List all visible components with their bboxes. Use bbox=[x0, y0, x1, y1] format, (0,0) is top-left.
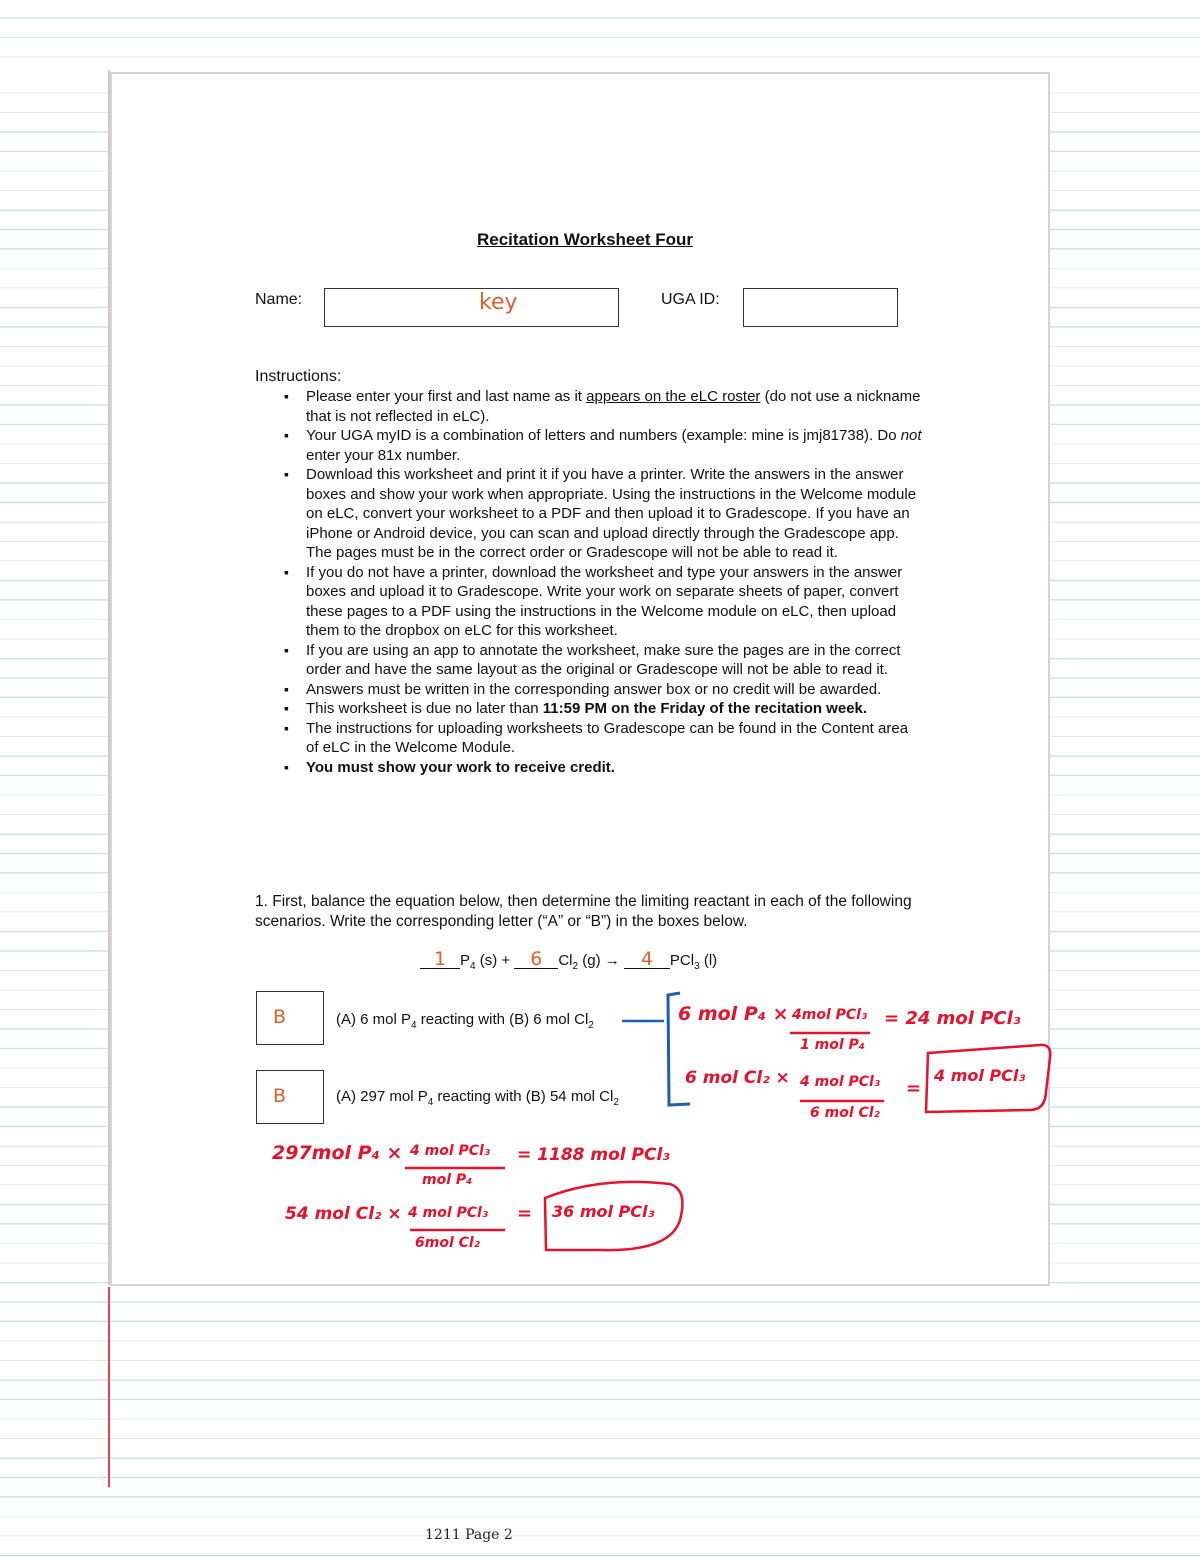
hw-s1-line1-den: 1 mol P₄ bbox=[800, 1037, 865, 1053]
list-item: ▪ Please enter your first and last name as it appears on the eLC roster (do not use a nickname that is not reflected in eLC). bbox=[284, 387, 924, 426]
hw-s2-line2-lhs: 54 mol Cl₂ × bbox=[285, 1204, 402, 1224]
balanced-equation: 1 $P_4$ (s) + 6 $Cl_2$ (g) → 4 PCl$_3$ (l) bbox=[420, 950, 717, 972]
worksheet-title: Recitation Worksheet Four bbox=[477, 230, 693, 249]
page-footer: 1211 Page 2 bbox=[425, 1527, 513, 1543]
scenario-2-text: (A) 297 mol $P_4$ reacting with (B) 54 mol $Cl_2$ bbox=[336, 1088, 619, 1108]
list-item: ▪ This worksheet is due no later than 11:59 PM on the Friday of the recitation week. bbox=[284, 699, 924, 719]
list-item: ▪ If you do not have a printer, download the worksheet and type your answers in the answer boxes and upload it to Gradescope. Write your work on separate sheets of paper, convert these pages to a PDF using the instructions in the Welcome module on eLC, then upload them to the dropbox on eLC for this worksheet. bbox=[284, 563, 924, 641]
scenario-1-text: (A) 6 mol $P_4$ reacting with (B) 6 mol $Cl_2$ bbox=[336, 1011, 594, 1031]
coefficient-1-field[interactable]: 1 bbox=[420, 950, 460, 969]
hw-s2-line2-result: 36 mol PCl₃ bbox=[552, 1202, 655, 1221]
hw-s2-line1-result: = 1188 mol PCl₃ bbox=[517, 1145, 670, 1165]
answer-2-value: B bbox=[273, 1085, 287, 1107]
list-item: ▪ You must show your work to receive credit. bbox=[284, 758, 924, 778]
hw-s1-line1-lhs: 6 mol P₄ × bbox=[678, 1003, 789, 1025]
hw-s1-line2-den: 6 mol Cl₂ bbox=[810, 1105, 880, 1121]
hw-s2-line1-num: 4 mol PCl₃ bbox=[410, 1143, 490, 1159]
hw-s1-line2-eq: = bbox=[906, 1078, 922, 1099]
coefficient-2-field[interactable]: 6 bbox=[514, 950, 558, 969]
uga-id-label: UGA ID: bbox=[661, 291, 720, 308]
hw-s1-line2-lhs: 6 mol Cl₂ × bbox=[685, 1068, 790, 1088]
instructions-heading: Instructions: bbox=[255, 368, 342, 385]
name-label: Name: bbox=[255, 291, 303, 308]
coefficient-3-field[interactable]: 4 bbox=[624, 950, 670, 969]
hw-s2-line1-den: mol P₄ bbox=[422, 1172, 473, 1188]
hw-s2-line2-eq: = bbox=[517, 1203, 533, 1224]
name-value: key bbox=[479, 290, 518, 315]
hw-s1-line1-num: 4mol PCl₃ bbox=[792, 1007, 868, 1023]
list-item: ▪ Download this worksheet and print it if you have a printer. Write the answers in the answer boxes and show your work when appropriate. Using the instructions in the Welcome module on eLC, convert your worksheet to a PDF and then upload it to Gradescope. If you have an iPhone or Android device, you can scan and upload directly through the Gradescope app. The pages must be in the correct order or Gradescope will not be able to read it. bbox=[284, 465, 924, 563]
elc-roster-link[interactable]: appears on the eLC roster bbox=[586, 388, 761, 405]
hw-s1-line2-result: 4 mol PCl₃ bbox=[934, 1066, 1026, 1085]
list-item: ▪ If you are using an app to annotate the worksheet, make sure the pages are in the correct order and have the same layout as the original or Gradescope will not be able to read it. bbox=[284, 641, 924, 680]
hw-s2-line2-num: 4 mol PCl₃ bbox=[408, 1205, 488, 1221]
hw-s2-line1-lhs: 297mol P₄ × bbox=[272, 1142, 403, 1164]
hw-s1-line1-result: = 24 mol PCl₃ bbox=[884, 1008, 1021, 1029]
list-item: ▪ Answers must be written in the corresponding answer box or no credit will be awarded. bbox=[284, 680, 924, 700]
list-item: ▪ Your UGA myID is a combination of letters and numbers (example: mine is jmj81738). Do not enter your 81x number. bbox=[284, 426, 924, 465]
hw-s2-line2-den: 6mol Cl₂ bbox=[415, 1235, 480, 1251]
hw-s1-line2-num: 4 mol PCl₃ bbox=[800, 1074, 880, 1090]
list-item: ▪ The instructions for uploading worksheets to Gradescope can be found in the Content area of eLC in the Welcome Module. bbox=[284, 719, 924, 758]
question-1-prompt: 1. First, balance the equation below, then determine the limiting reactant in each of the following scenarios. Write the corresponding letter (“A” or “B”) in the boxes below. bbox=[255, 893, 912, 930]
answer-1-value: B bbox=[273, 1006, 287, 1028]
